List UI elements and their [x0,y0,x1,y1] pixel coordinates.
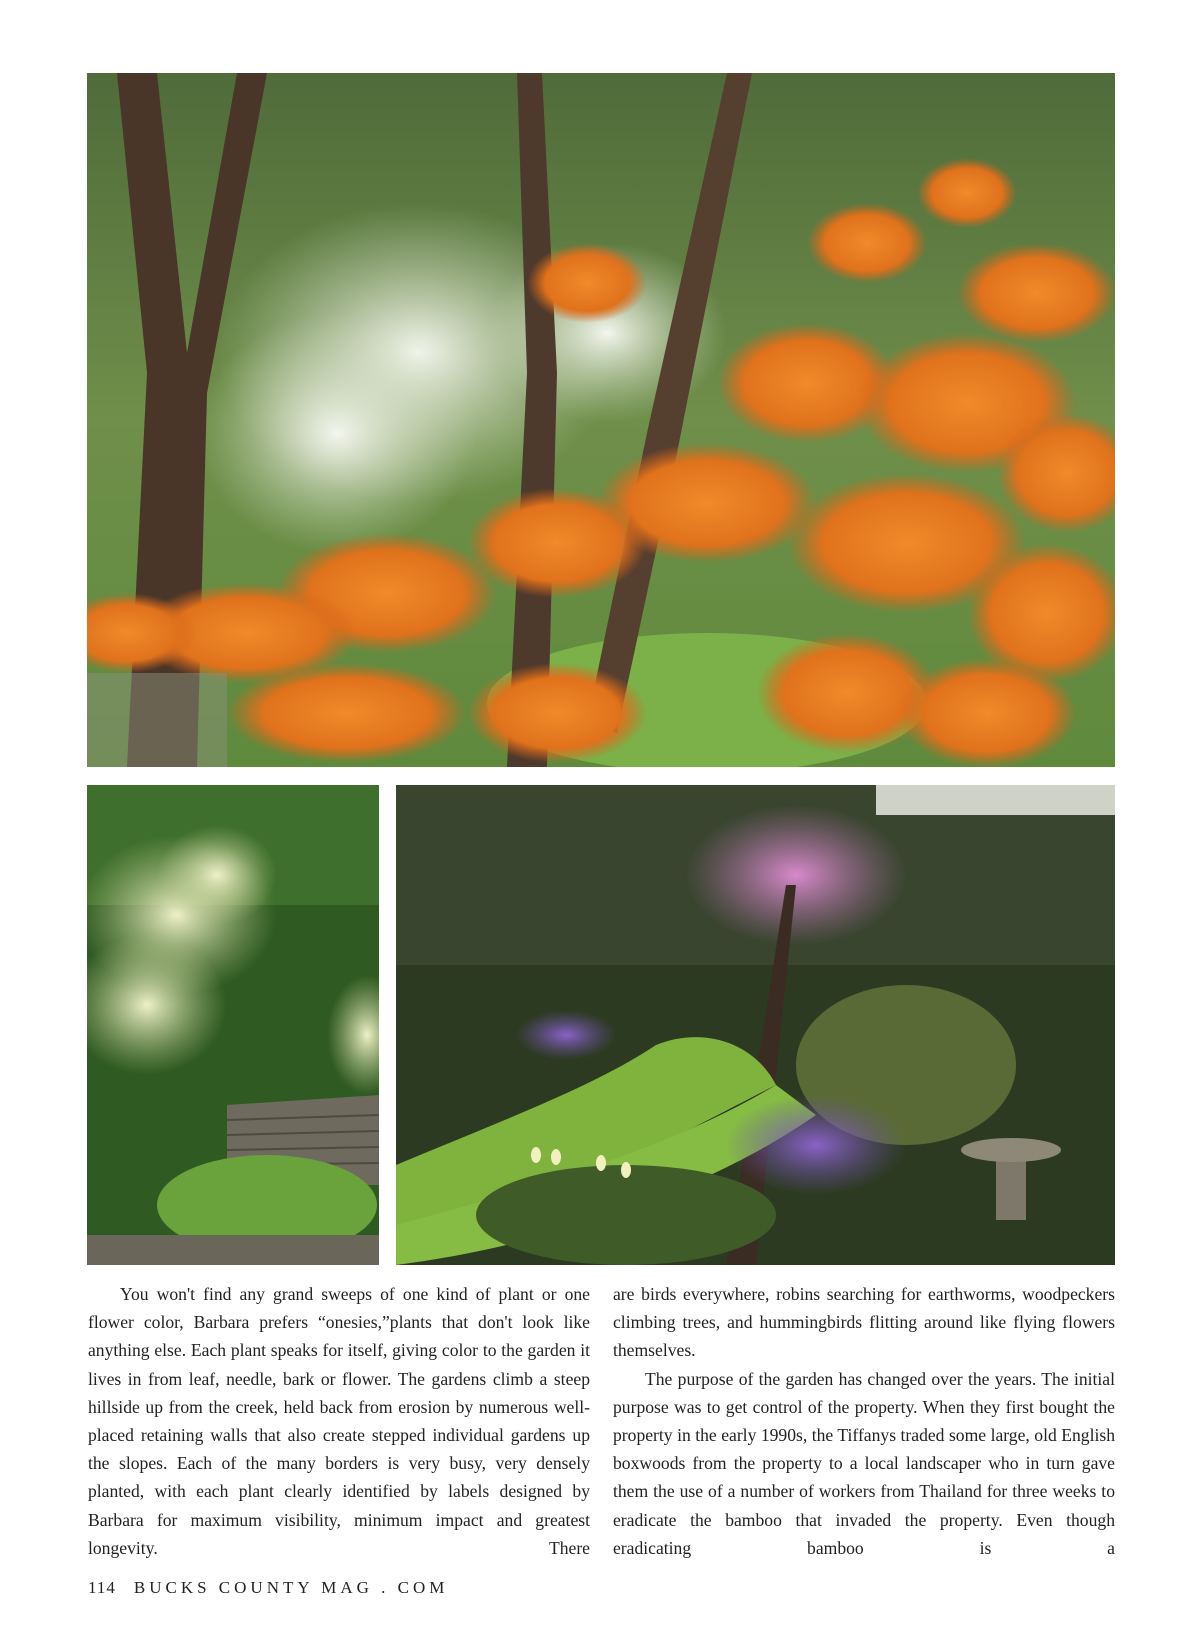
top-photo [87,73,1115,767]
page-footer [88,1578,448,1598]
bottom-right-photo [396,785,1115,1265]
article-paragraph: You won't find any grand sweeps of one kind of plant or one flower color, Barbara prefers “onesies,”plants that don't look like anything else. Each plant speaks for itself, giving color to the garden it lives in from leaf, needle, bark or flower. The gardens climb a steep hillside up from the creek, held back from erosion by numerous well-placed retaining walls that also create stepped individual gardens up the slopes. Each of the many borders is very busy, very densely planted, with each plant clearly identified by labels designed by Barbara for maximum visibility, minimum impact and greatest longevity. There [88,1284,590,1558]
photo-variegated-tree-wall-icon [87,785,379,1265]
page-number: 114 [88,1578,116,1597]
article-left-column [88,1280,590,1562]
photo-hillside-garden-path-icon [396,785,1115,1265]
bottom-left-photo [87,785,379,1265]
article-right-column [613,1280,1115,1562]
photo-azaleas-dogwood-icon [87,73,1115,767]
article-paragraph: The purpose of the garden has changed over the years. The initial purpose was to get control of the property. When they first bought the property in the early 1990s, the Tiffanys traded some large, old English boxwoods from the property to a local landscaper who in turn gave them the use of a number of workers from Thailand for three weeks to eradicate the bamboo that invaded the property. Even though eradicating bamboo is a [613,1368,1115,1558]
article-paragraph-continuation: are birds everywhere, robins searching for earthworms, woodpeckers climbing trees, and hummingbirds flitting around like flying flowers themselves. [613,1284,1115,1361]
publication-name: BUCKS COUNTY MAG . COM [133,1578,449,1597]
